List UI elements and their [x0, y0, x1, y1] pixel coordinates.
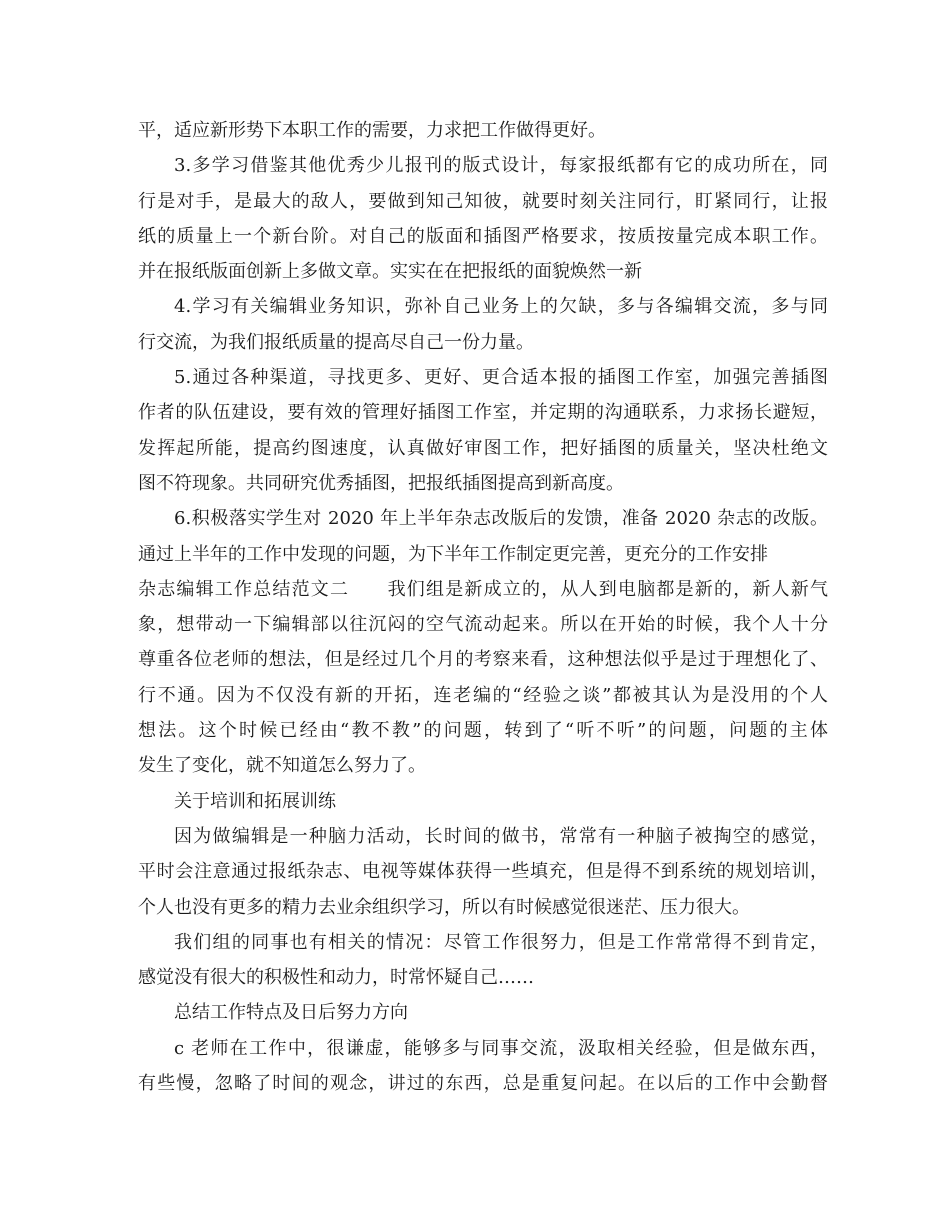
text-line: 关于培训和拓展训练: [174, 790, 336, 812]
text-line: 图不符现象。共同研究优秀插图，把报纸插图提高到新高度。: [138, 472, 624, 494]
text-line: 个人也没有更多的精力去业余组织学习，所以有时候感觉很迷茫、压力很大。: [138, 896, 750, 918]
text-line: 杂志编辑工作总结范文二 我们组是新成立的，从人到电脑都是新的，新人新气: [138, 578, 828, 600]
text-line: 总结工作特点及日后努力方向: [174, 1002, 408, 1024]
text-line: c 老师在工作中，很谦虚，能够多与同事交流，汲取相关经验，但是做东西，: [174, 1037, 828, 1059]
text-line: 尊重各位老师的想法，但是经过几个月的考察来看，这种想法似乎是过于理想化了、: [138, 649, 828, 671]
text-line: 我们组的同事也有相关的情况：尽管工作很努力，但是工作常常得不到肯定，: [174, 931, 828, 953]
text-line: 平，适应新形势下本职工作的需要，力求把工作做得更好。: [138, 120, 606, 141]
text-line: 作者的队伍建设，要有效的管理好插图工作室，并定期的沟通联系，力求扬长避短，: [138, 402, 828, 424]
document-body: [138, 113, 828, 1101]
text-line: 有些慢，忽略了时间的观念，讲过的东西，总是重复问起。在以后的工作中会勤督: [138, 1073, 828, 1095]
text-line: 象，想带动一下编辑部以往沉闷的空气流动起来。所以在开始的时候，我个人十分: [138, 614, 828, 636]
text-line: 感觉没有很大的积极性和动力，时常怀疑自己……: [138, 967, 534, 989]
text-line: 5.通过各种渠道，寻找更多、更好、更合适本报的插图工作室，加强完善插图: [174, 367, 828, 389]
text-line: 发生了变化，就不知道怎么努力了。: [138, 755, 426, 777]
text-line: 3.多学习借鉴其他优秀少儿报刊的版式设计，每家报纸都有它的成功所在，同: [174, 155, 828, 177]
text-line: 因为做编辑是一种脑力活动，长时间的做书，常常有一种脑子被掏空的感觉，: [174, 825, 828, 847]
text-line: 4.学习有关编辑业务知识，弥补自己业务上的欠缺，多与各编辑交流，多与同: [174, 296, 828, 318]
text-line: 纸的质量上一个新台阶。对自己的版面和插图严格要求，按质按量完成本职工作。: [138, 225, 828, 247]
text-line: 平时会注意通过报纸杂志、电视等媒体获得一些填充，但是得不到系统的规划培训，: [138, 861, 828, 883]
text-line: 发挥起所能，提高约图速度，认真做好审图工作，把好插图的质量关，坚决杜绝文: [138, 437, 828, 459]
text-line: 行交流，为我们报纸质量的提高尽自己一份力量。: [138, 331, 534, 353]
text-line: 行是对手，是最大的敌人，要做到知己知彼，就要时刻关注同行，盯紧同行，让报: [138, 190, 828, 212]
text-line: 通过上半年的工作中发现的问题，为下半年工作制定更完善，更充分的工作安排: [138, 543, 768, 565]
text-line: 想法。这个时候已经由“教不教”的问题，转到了“听不听”的问题，问题的主体: [138, 720, 828, 742]
text-line: 并在报纸版面创新上多做文章。实实在在把报纸的面貌焕然一新: [138, 261, 642, 283]
text-line: 6.积极落实学生对 2020 年上半年杂志改版后的发馈，准备 2020 杂志的改版。: [174, 508, 828, 530]
text-line: 行不通。因为不仅没有新的开拓，连老编的“经验之谈”都被其认为是没用的个人: [138, 684, 828, 706]
